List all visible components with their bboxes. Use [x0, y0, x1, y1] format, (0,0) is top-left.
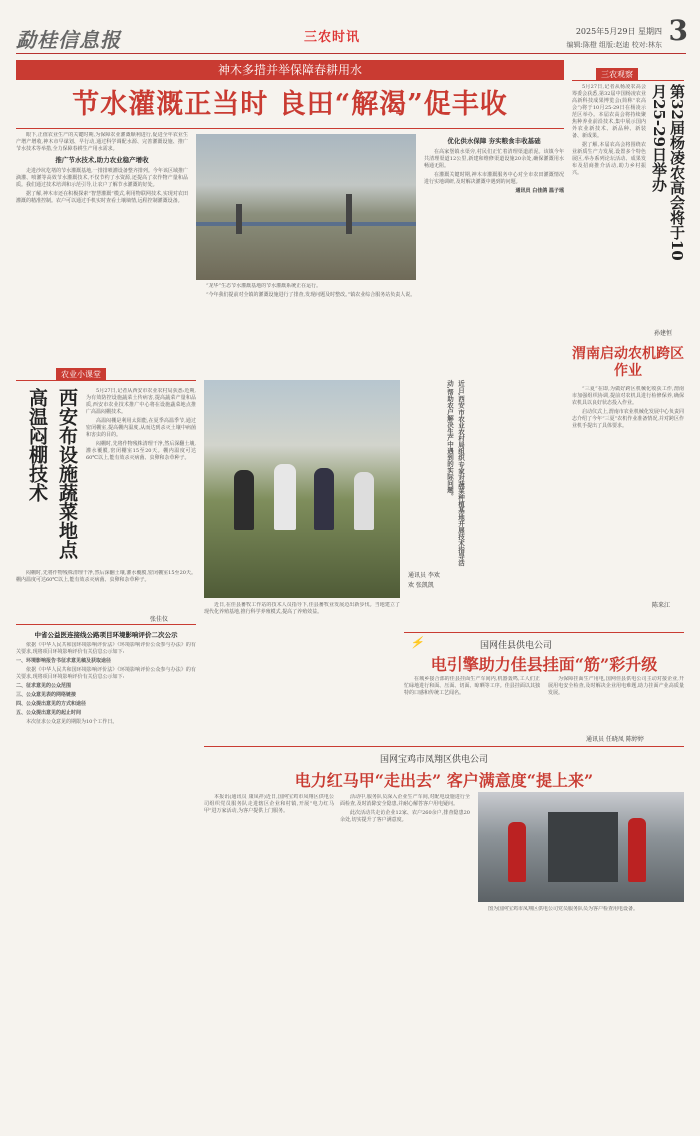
- field-visit-vertical-caption: 近日,西安市农业农村局组织专家对蔬菜种植基地开展技术指导活动,帮助农户解决生产中遇到的实际问题。: [446, 380, 465, 566]
- lead-kicker: 神木多措并举保障春耕用水: [16, 60, 564, 80]
- person-figure: [234, 470, 254, 530]
- sidebar-body-1: 5月27日,记者从杨凌农高会筹委会获悉,第32届中国杨凌农业高新科技成果博览会(简称“农高会”)将于10月25-29日在杨凌示范区举办。本届农高会将持续聚焦种养业前沿技术,集中展示国内外农业新技术、新品种、新装备、新成果。: [572, 84, 646, 139]
- supply1-title: 电引擎助力佳县挂面“筋”彩升级: [430, 655, 658, 674]
- notice-column: [16, 642, 196, 892]
- person-figure: [274, 464, 296, 530]
- supply1-rule: [404, 632, 684, 633]
- rural-class-body-2: 高温闷棚是利用太阳能,在夏季高温季节,通过密闭棚室,提高棚内温度,从而达到杀灭土壤中病菌和害虫的目的。: [86, 418, 196, 438]
- sidebar-big-title: 第32届杨凌农高会将于10月25-29日举办: [650, 84, 686, 261]
- notice-item-4: 四、公众提出意见的方式和途径: [16, 701, 87, 707]
- notice-item-3: 三、公众意见表的网络链接: [16, 692, 77, 698]
- rural-class-vertical-title: 西安布设施蔬菜地点高温闷棚技术: [26, 388, 78, 559]
- sidebar-column-2: [572, 386, 684, 596]
- lead-body-1: 走进沙坑圪堵的节水灌溉基地,一排排喷灌设备整齐排列。今年该区域推广滴灌、喷灌等高效节水灌溉技术,不仅节约了水资源,还提高了农作物产量和品质。我们通过技术培训和示范引导,让农户了解节水灌溉的好处。: [16, 168, 188, 188]
- supply2-title: 电力红马甲“走出去” 客户满意度“提上来”: [294, 771, 594, 790]
- sidebar-byline-2: 陈来江: [652, 602, 671, 609]
- notice-body-repeat: 依据《中华人民共和国环境影响评价法》《环境影响评价公众参与办法》的有关要求,现将项目环境影响评价有关信息公示如下:: [16, 667, 196, 680]
- supply2-body-2: 活动中,服务队员深入企业生产车间,对配电设施进行全面检查,及时消除安全隐患,并耐心解答客户用电疑问。: [340, 794, 470, 807]
- editors-line: 编辑:陈橙 组版:赵迪 校对:林东: [566, 41, 662, 49]
- sidebar-tag: 三农观察: [596, 68, 638, 81]
- supply1-logo: ⚡: [410, 636, 424, 649]
- notice-body: 依据《中华人民共和国环境影响评价法》《环境影响评价公众参与办法》的有关要求,现将项目环境影响评价有关信息公示如下:: [16, 642, 196, 655]
- section-title: 三农时讯: [304, 30, 361, 45]
- newspaper-logo: 勐桂信息报: [16, 28, 121, 52]
- supply1-byline: 通讯员 任晓凤 陈婷婷: [586, 736, 644, 743]
- sidebar-column-1: [572, 84, 646, 300]
- supply1-body-1: 在城乡接合部的佳县挂面生产车间内,机器轰鸣,工人们正忙碌地进行和面、压面、切面、晾晒等工序。佳县挂面以其独特的口感和传统工艺闻名。: [404, 676, 540, 696]
- rural-class-continuation: [16, 570, 196, 614]
- supply1-org: 国网佳县供电公司: [480, 641, 553, 651]
- rural-class-byline: 张佳仪: [150, 616, 169, 623]
- lead-body-4: “今年我们提前对全镇的灌溉设施进行了排查,发现问题及时整改。”镇农业综合服务站负责人说。: [206, 292, 416, 298]
- worker-figure: [508, 822, 526, 882]
- lead-subhead-1: 推广节水技术,助力农业稳产增收: [55, 156, 149, 164]
- notice-item-2: 二、征求意见的公众范围: [16, 683, 72, 689]
- irrigation-photo: [196, 134, 416, 280]
- lead-intro: 眼下,正值农业生产的关键时期,为保障农业灌溉顺利进行,促进全年农业生产增产增收,神木市早谋划、早行动,通过科学调配水源、完善灌溉设施、推广节水技术等举措,全力保障春耕生产用水需求。: [16, 132, 188, 152]
- person-figure: [314, 468, 334, 530]
- supply2-column-2: [340, 794, 470, 890]
- switchgear-cabinet: [548, 812, 618, 882]
- lead-body-2: 据了解,神木市还在积极探索“智慧灌溉”模式,利用物联网技术,实现对农田灌溉的精准控制。农户可以通过手机实时查看土壤墒情,远程控制灌溉设备。: [16, 191, 188, 204]
- supply2-photo-caption: [478, 906, 684, 926]
- supply2-photo-caption-text: 图为国网宝鸡市凤翔区供电公司党员服务队员为客户检查用电设备。: [488, 906, 639, 912]
- lead-body-3: 在高家堡镇水渠旁,村民们正忙着清理渠道淤泥。该镇今年共清理渠道12公里,新建和维修渠道设施20余处,确保灌溉用水畅通无阻。: [424, 149, 564, 169]
- supply2-org: 国网宝鸡市凤翔区供电公司: [380, 755, 489, 765]
- sidebar-byline: 孙建恒: [654, 330, 673, 337]
- lead-body-5: 在灌溉关键时期,神木市灌溉服务中心对全市农田灌溉情况进行实地调研,及时解决灌溉中遇到的问题。: [424, 172, 564, 185]
- rural-class-tag: 农业小课堂: [56, 368, 106, 381]
- rural-class-rule: [16, 380, 196, 381]
- notice-rule: [16, 624, 196, 625]
- person-figure: [354, 472, 374, 530]
- rural-class-column: [86, 388, 196, 566]
- mid-caption-body: 近日,在佳县畜牧工作站的技术人员指导下,佳县畜牧业发展迈出新步伐。当地建立了现代化养殖基地,推行科学养殖模式,提高了养殖效益。: [204, 602, 400, 615]
- supply1-column-2: [548, 676, 684, 732]
- supply2-body-3: 此次活动共走访企业12家、农户260余户,排查隐患20余处,切实提升了客户满意度。: [340, 810, 470, 823]
- notice-end: 本次征求公众意见的期限为10个工作日。: [26, 719, 118, 725]
- sidebar-body-3: “三夏”在即,为做好跨区机械化收获工作,渭南市加强组织协调,提前对农机具进行检修保养,确保农机具以良好状态投入作业。: [572, 386, 684, 406]
- service-team-photo: [478, 792, 684, 902]
- supply1-column-1: [404, 676, 540, 732]
- notice-title: 中省公益医连接线公路项目环境影响评价二次公示: [34, 631, 178, 639]
- field-visit-byline-1: 通讯员 李欢: [408, 572, 440, 579]
- sidebar-body-2: 据了解,本届农高会将围绕农业新质生产力发展,设置多个特色展区,举办系列论坛活动、成果发布及招商推介活动,助力乡村振兴。: [572, 142, 646, 176]
- field-visit-photo: [204, 380, 400, 598]
- page-number: 3: [668, 14, 688, 47]
- sprinkler-post: [236, 204, 242, 234]
- photo-caption-column: [196, 283, 416, 363]
- mid-caption-column: [204, 602, 400, 650]
- sidebar-body-4: 启动仪式上,渭南市农业机械化发展中心负责同志介绍了今年“三夏”农机作业准备情况,并对跨区作业机手提出了具体要求。: [572, 409, 684, 429]
- notice-item-5: 五、公众提出意见的起止时间: [16, 710, 82, 716]
- lead-photo-caption: “龙华”生态节水灌溉基地的节水灌溉系统正在运行。: [206, 283, 322, 289]
- lead-byline: 通讯员 白佳鸽 温子瑶: [515, 188, 564, 194]
- lead-headline: 节水灌溉正当时 良田“解渴”促丰收: [72, 89, 508, 120]
- notice-item-1: 一、环境影响报告书征求意见稿及获取途径: [16, 658, 112, 664]
- worker-figure: [628, 818, 646, 882]
- rural-class-body-3b: 闷棚时,先将作物残株清理干净,然后深翻土壤,灌水覆膜,密闭棚室15至20天。棚内温度可达60℃以上,能有效杀灭病菌、虫卵和杂草种子。: [16, 570, 196, 583]
- supply2-body-1: 本报讯(通讯员 康凤祥)近日,国网宝鸡市凤翔区供电公司组织党员服务队走进辖区企业和村镇,开展“电力红马甲”进万家活动,为客户提供上门服务。: [204, 794, 334, 814]
- field-visit-byline-2: 欢 张凯凯: [408, 582, 434, 589]
- sprinkler-post: [346, 194, 352, 234]
- supply2-rule: [204, 746, 684, 747]
- lead-rule: [16, 128, 564, 129]
- issue-date: 2025年5月29日 星期四: [575, 27, 662, 36]
- supply2-column-1: [204, 794, 334, 890]
- irrigation-pipe: [196, 222, 416, 226]
- lead-right-column: [424, 134, 564, 374]
- sidebar-title-2: 渭南启动农机跨区作业: [572, 346, 684, 379]
- sidebar-rule: [572, 80, 684, 81]
- lead-subhead-2: 优化供水保障 夯实粮食丰收基础: [447, 137, 541, 145]
- lead-text-column: [16, 132, 188, 364]
- header-divider: [16, 53, 686, 54]
- rural-class-body-3: 闷棚时,先将作物残株清理干净,然后深翻土壤,灌水覆膜,密闭棚室15至20天。棚内温度可达60℃以上,能有效杀灭病菌、虫卵和杂草种子。: [86, 441, 196, 461]
- supply1-body-2: 为保障挂面生产用电,国网佳县供电公司主动对接企业,开展用电安全检查,及时解决企业用电难题,助力挂面产业高质量发展。: [548, 676, 684, 696]
- rural-class-body-1: 5月27日,记者从西安市农业农村局获悉:近期,为有效防控设施蔬菜土传病害,提高蔬菜产量和品质,西安市农业技术推广中心将在设施蔬菜地点推广高温闷棚技术。: [86, 388, 196, 415]
